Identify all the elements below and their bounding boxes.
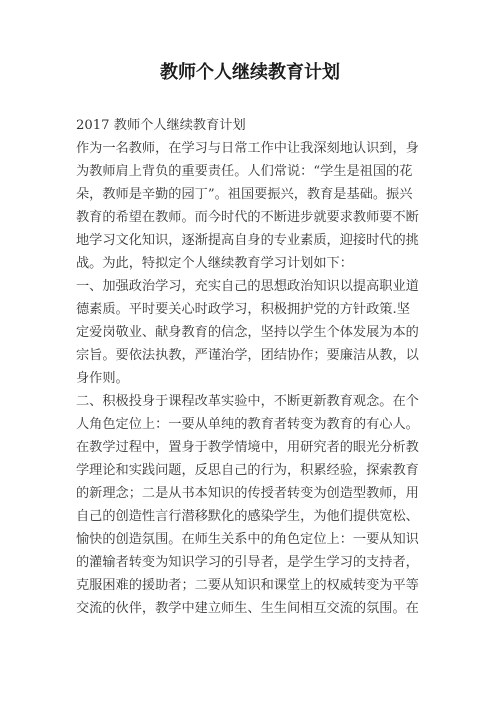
body-line: 教育的希望在教师。而今时代的不断进步就要求教师要不断 <box>76 210 419 225</box>
body-line: 愉快的创造氛围。在师生关系中的角色定位上：一要从知识 <box>76 532 419 547</box>
body-line: 朵，教师是辛勤的园丁”。祖国要振兴，教育是基础。振兴 <box>76 187 413 202</box>
body-line: 的新理念；二是从书本知识的传授者转变为创造型教师，用 <box>76 486 419 501</box>
body-line: 作为一名教师，在学习与日常工作中让我深刻地认识到，身 <box>76 141 419 156</box>
body-line: 人角色定位上：一要从单纯的教育者转变为教育的有心人。 <box>76 417 419 432</box>
body-line: 定爱岗敬业、献身教育的信念，坚持以学生个体发展为本的 <box>76 325 419 340</box>
body-line: 战。为此，特拟定个人继续教育学习计划如下： <box>76 256 353 271</box>
body-line: 的灌输者转变为知识学习的引导者，是学生学习的支持者， <box>76 555 419 570</box>
body-line: 交流的伙伴，教学中建立师生、生生间相互交流的氛围。在 <box>76 601 419 616</box>
body-line: 一、加强政治学习，充实自己的思想政治知识以提高职业道 <box>76 279 419 294</box>
body-line: 二、积极投身于课程改革实验中，不断更新教育观念。在个 <box>76 394 419 409</box>
body-line: 在教学过程中，置身于教学情境中，用研究者的眼光分析教 <box>76 440 419 455</box>
body-line: 为教师肩上背负的重要责任。人们常说：“学生是祖国的花 <box>76 164 413 179</box>
body-line: 身作则。 <box>76 371 129 386</box>
body-line: 自己的创造性言行潜移默化的感染学生，为他们提供宽松、 <box>76 509 419 524</box>
body-line: 宗旨。要依法执教，严谨治学，团结协作；要廉洁从教，以 <box>76 348 419 363</box>
body-line: 地学习文化知识，逐渐提高自身的专业素质，迎接时代的挑 <box>76 233 419 248</box>
document-title: 教师个人继续教育计划 <box>160 62 340 83</box>
document-subtitle: 2017 教师个人继续教育计划 <box>76 118 246 133</box>
body-line: 克服困难的援助者；二要从知识和课堂上的权威转变为平等 <box>76 578 419 593</box>
body-line: 学理论和实践问题，反思自己的行为，积累经验，探索教育 <box>76 463 419 478</box>
body-line: 德素质。平时要关心时政学习，积极拥护党的方针政策.坚 <box>76 302 410 317</box>
